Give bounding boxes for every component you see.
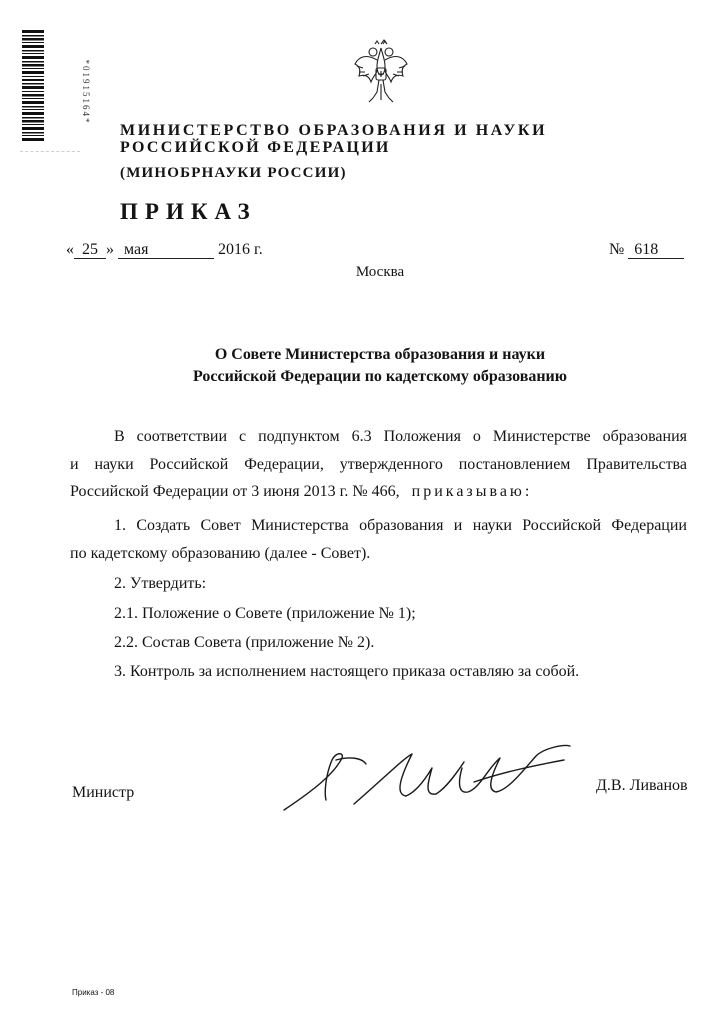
- order-item-3: [70, 658, 687, 686]
- ministry-name-line1: МИНИСТЕРСТВО ОБРАЗОВАНИЯ И НАУКИ: [120, 122, 548, 139]
- barcode: [22, 30, 52, 142]
- order-word: приказываю:: [411, 483, 533, 500]
- number-value: 618: [628, 242, 684, 259]
- item-line: по кадетскому образованию (далее - Совет).: [70, 544, 371, 562]
- date-open-quote: «: [66, 241, 74, 258]
- city: Москва: [355, 264, 405, 280]
- order-item-2-2: [70, 629, 687, 657]
- barcode-number: *01915164*: [81, 59, 91, 125]
- ministry-name-line2: РОССИЙСКОЙ ФЕДЕРАЦИИ: [120, 139, 391, 156]
- order-item-2: [70, 570, 687, 598]
- item-text: 2.1. Положение о Совете (приложение № 1);: [114, 605, 416, 622]
- preamble-line: [70, 478, 687, 506]
- handwritten-signature: [274, 738, 574, 818]
- scan-mark: [20, 151, 80, 152]
- date-month: мая: [118, 242, 214, 259]
- subject-line1: О Совете Министерства образования и науки: [214, 346, 546, 363]
- preamble-line: и науки Российской Федерации, утвержденного постановлением Правительства: [70, 455, 687, 473]
- signatory-position: Министр: [72, 784, 135, 801]
- date-year: 2016 г.: [218, 241, 263, 258]
- item-text: 3. Контроль за исполнением настоящего приказа оставляю за собой.: [114, 663, 580, 680]
- order-item-1: [70, 512, 687, 567]
- preamble: [70, 423, 687, 506]
- item-line: 1. Создать Совет Министерства образования и науки Российской Федерации: [114, 517, 687, 534]
- ministry-short-name: (МИНОБРНАУКИ РОССИИ): [120, 165, 347, 181]
- order-item-2-1: [70, 600, 687, 628]
- subject-line2: Российской Федерации по кадетскому образованию: [192, 368, 567, 385]
- date-day: 25: [74, 242, 106, 259]
- number-label: №: [609, 241, 625, 258]
- form-code: Приказ - 08: [72, 988, 115, 997]
- date-close-quote: »: [106, 241, 114, 258]
- preamble-line: В соответствии с подпунктом 6.3 Положения о Министерстве образования: [114, 428, 687, 445]
- order-date: [66, 241, 263, 259]
- coat-of-arms-emblem: [351, 38, 411, 110]
- document-title: ПРИКАЗ: [120, 199, 257, 224]
- signatory-name: Д.В. Ливанов: [596, 777, 688, 794]
- order-subject: [120, 344, 640, 388]
- item-text: 2.2. Состав Совета (приложение № 2).: [114, 634, 375, 651]
- order-number: [609, 241, 684, 259]
- item-text: 2. Утвердить:: [114, 575, 207, 592]
- preamble-line-text: Российской Федерации от 3 июня 2013 г. № 466,: [70, 483, 400, 500]
